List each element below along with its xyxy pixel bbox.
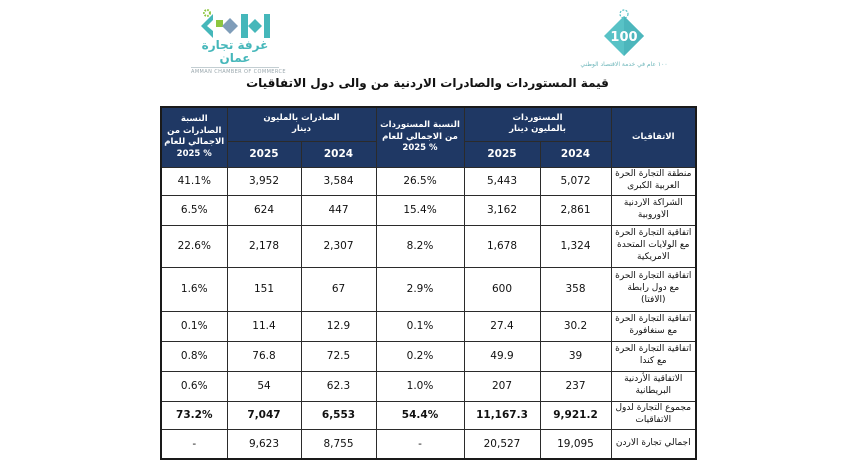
table-cell: 22.6% xyxy=(161,225,227,267)
table-cell: - xyxy=(161,429,227,459)
table-cell: 3,162 xyxy=(464,195,540,225)
table-cell: 1,324 xyxy=(540,225,611,267)
header-exports-2024: 2024 xyxy=(301,141,376,167)
trade-agreements-table xyxy=(160,106,697,460)
amman-chamber-name-english: AMMAN CHAMBER OF COMMERCE xyxy=(191,69,286,76)
header-exports-percent: النسبة الصادرات من الاجمالي للعام % 2025 xyxy=(161,107,227,167)
table-cell: 3,952 xyxy=(227,167,301,195)
table-cell: 1.6% xyxy=(161,267,227,311)
table-row xyxy=(161,371,696,401)
centennial-caption: ١٠٠ عام في خدمة الاقتصاد الوطني xyxy=(580,61,668,68)
header-imports-percent: النسبة المستوردات من الاجمالي للعام % 2025 xyxy=(376,107,464,167)
table-cell: 26.5% xyxy=(376,167,464,195)
table-row xyxy=(161,267,696,311)
table-cell: 76.8 xyxy=(227,341,301,371)
agreement-name-cell: الاتفاقية الأردنية البريطانية xyxy=(611,371,696,401)
table-cell: 0.8% xyxy=(161,341,227,371)
table-cell: 207 xyxy=(464,371,540,401)
table-cell: 2,178 xyxy=(227,225,301,267)
table-cell: 62.3 xyxy=(301,371,376,401)
agreement-name-cell: مجموع التجارة لدول الاتفاقيات xyxy=(611,401,696,429)
centennial-number: 100 xyxy=(610,30,638,45)
table-cell: 0.1% xyxy=(376,311,464,341)
table-cell: 1,678 xyxy=(464,225,540,267)
amman-chamber-logo xyxy=(191,8,286,76)
table-row xyxy=(161,429,696,459)
table-cell: 9,921.2 xyxy=(540,401,611,429)
table-row xyxy=(161,225,696,267)
header-exports-group: الصادرات بالمليون دينار xyxy=(227,107,376,141)
table-cell: 600 xyxy=(464,267,540,311)
table-cell: 41.1% xyxy=(161,167,227,195)
table-cell: 151 xyxy=(227,267,301,311)
table-cell: 12.9 xyxy=(301,311,376,341)
table-cell: 19,095 xyxy=(540,429,611,459)
table-cell: 5,443 xyxy=(464,167,540,195)
table-cell: 54.4% xyxy=(376,401,464,429)
table-cell: 30.2 xyxy=(540,311,611,341)
agreement-name-cell: اتفاقية التجارة الحرة مع سنغافورة xyxy=(611,311,696,341)
table-cell: 0.6% xyxy=(161,371,227,401)
table-row xyxy=(161,167,696,195)
table-cell: 5,072 xyxy=(540,167,611,195)
table-cell: 15.4% xyxy=(376,195,464,225)
table-body xyxy=(161,167,696,459)
table-cell: - xyxy=(376,429,464,459)
table-cell: 39 xyxy=(540,341,611,371)
agreement-name-cell: منطقة التجارة الحرة العربية الكبرى xyxy=(611,167,696,195)
table-cell: 6,553 xyxy=(301,401,376,429)
table-row xyxy=(161,195,696,225)
header-imports-group: المستوردات بالمليون دينار xyxy=(464,107,611,141)
table-cell: 237 xyxy=(540,371,611,401)
table-cell: 624 xyxy=(227,195,301,225)
table-cell: 2.9% xyxy=(376,267,464,311)
table-cell: 6.5% xyxy=(161,195,227,225)
table-row xyxy=(161,341,696,371)
agreement-name-cell: اتفاقية التجارة الحرة مع دول رابطة (الافتا) xyxy=(611,267,696,311)
table-cell: 67 xyxy=(301,267,376,311)
header-imports-2024: 2024 xyxy=(540,141,611,167)
amman-chamber-name-arabic: غرفة تجارة عمان xyxy=(201,38,269,66)
agreement-name-cell: اتفاقية التجارة الحرة مع كندا xyxy=(611,341,696,371)
table-header xyxy=(161,107,696,167)
table-cell: 0.1% xyxy=(161,311,227,341)
table-cell: 8,755 xyxy=(301,429,376,459)
table-cell: 54 xyxy=(227,371,301,401)
table-cell: 0.2% xyxy=(376,341,464,371)
page-title: قيمة المستوردات والصادرات الاردنية من والى دول الاتفاقيات xyxy=(246,76,609,90)
header-imports-2025: 2025 xyxy=(464,141,540,167)
amman-chamber-logo-icon xyxy=(199,8,271,38)
table-cell: 1.0% xyxy=(376,371,464,401)
table-cell: 7,047 xyxy=(227,401,301,429)
table-cell: 20,527 xyxy=(464,429,540,459)
table-cell: 358 xyxy=(540,267,611,311)
table-cell: 11.4 xyxy=(227,311,301,341)
table-cell: 11,167.3 xyxy=(464,401,540,429)
table-cell: 9,623 xyxy=(227,429,301,459)
agreement-name-cell: الشراكة الاردنية الاوروبية xyxy=(611,195,696,225)
table-cell: 447 xyxy=(301,195,376,225)
centennial-logo xyxy=(578,8,670,68)
header-agreements: الاتفاقيات xyxy=(611,107,696,167)
table-cell: 2,861 xyxy=(540,195,611,225)
centennial-diamond-icon xyxy=(592,8,656,56)
table-row-totals xyxy=(161,401,696,429)
table-cell: 27.4 xyxy=(464,311,540,341)
table-cell: 72.5 xyxy=(301,341,376,371)
header-exports-2025: 2025 xyxy=(227,141,301,167)
table-cell: 49.9 xyxy=(464,341,540,371)
agreement-name-cell: اتفاقية التجارة الحرة مع الولايات المتحدة الامريكية xyxy=(611,225,696,267)
table-cell: 8.2% xyxy=(376,225,464,267)
table-row xyxy=(161,311,696,341)
agreement-name-cell: اجمالي تجارة الاردن xyxy=(611,429,696,459)
table-cell: 3,584 xyxy=(301,167,376,195)
table-cell: 2,307 xyxy=(301,225,376,267)
table-cell: 73.2% xyxy=(161,401,227,429)
